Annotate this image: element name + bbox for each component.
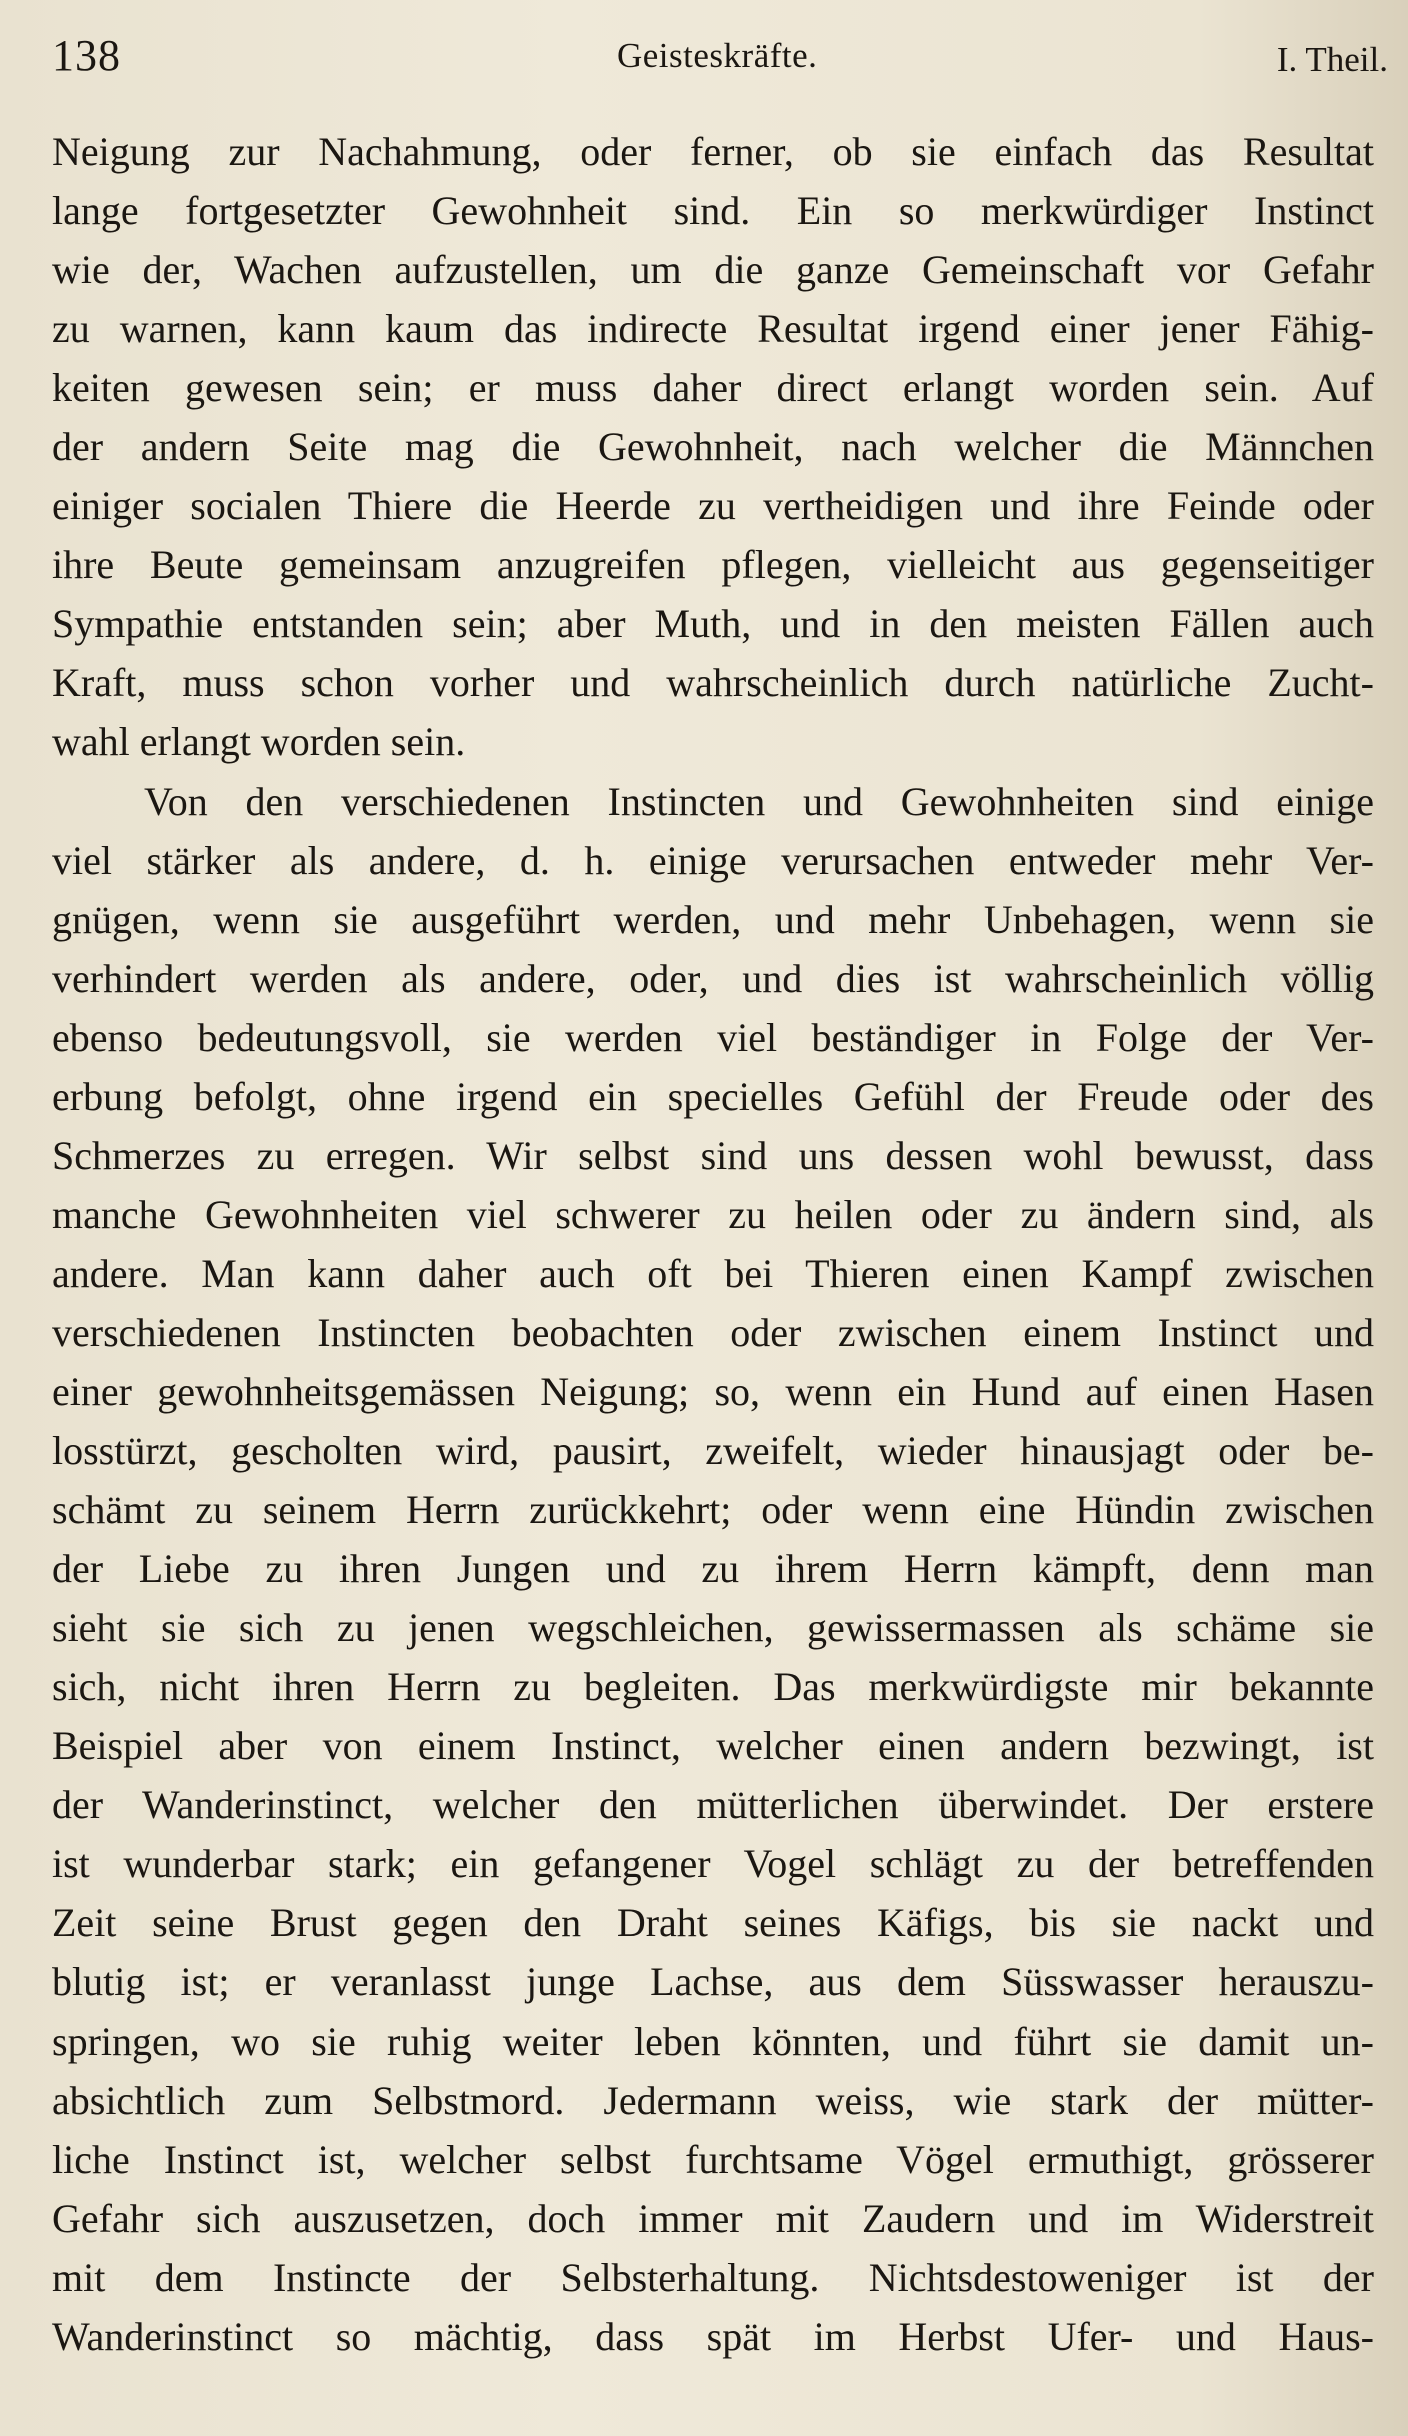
text-line: liche Instinct ist, welcher selbst furchtsame Vögel ermuthigt, grösserer bbox=[52, 2136, 1374, 2182]
text-line: wahl erlangt worden sein. bbox=[52, 719, 466, 765]
text-line: gnügen, wenn sie ausgeführt werden, und mehr Unbehagen, wenn sie bbox=[52, 896, 1374, 942]
page-number: 138 bbox=[52, 31, 121, 80]
text-line: absichtlich zum Selbstmord. Jedermann weiss, wie stark der mütter- bbox=[52, 2077, 1374, 2123]
text-line: Kraft, muss schon vorher und wahrscheinlich durch natürliche Zucht- bbox=[52, 660, 1374, 706]
text-line: Neigung zur Nachahmung, oder ferner, ob sie einfach das Resultat bbox=[52, 129, 1374, 174]
text-line: der Wanderinstinct, welcher den mütterlichen überwindet. Der erstere bbox=[52, 1782, 1374, 1828]
text-line: Schmerzes zu erregen. Wir selbst sind uns dessen wohl bewusst, dass bbox=[52, 1132, 1374, 1178]
text-line: Beispiel aber von einem Instinct, welcher einen andern bezwingt, ist bbox=[52, 1723, 1374, 1769]
text-line: Von den verschiedenen Instincten und Gewohnheiten sind einige bbox=[144, 778, 1374, 824]
text-line: ihre Beute gemeinsam anzugreifen pflegen, vielleicht aus gegenseitiger bbox=[52, 542, 1374, 588]
text-line: der Liebe zu ihren Jungen und zu ihrem Herrn kämpft, denn man bbox=[52, 1546, 1374, 1592]
text-line: Gefahr sich auszusetzen, doch immer mit Zaudern und im Widerstreit bbox=[52, 2195, 1374, 2241]
text-line: verschiedenen Instincten beobachten oder zwischen einem Instinct und bbox=[52, 1309, 1374, 1355]
text-line: springen, wo sie ruhig weiter leben könnten, und führt sie damit un- bbox=[52, 2018, 1374, 2064]
page-header bbox=[52, 30, 1388, 90]
text-line: einiger socialen Thiere die Heerde zu vertheidigen und ihre Feinde oder bbox=[52, 483, 1374, 529]
text-line: einer gewohnheitsgemässen Neigung; so, wenn ein Hund auf einen Hasen bbox=[52, 1368, 1374, 1414]
text-line: losstürzt, gescholten wird, pausirt, zweifelt, wieder hinausjagt oder be- bbox=[52, 1428, 1374, 1474]
text-line: manche Gewohnheiten viel schwerer zu heilen oder zu ändern sind, als bbox=[52, 1191, 1374, 1237]
text-line: Sympathie entstanden sein; aber Muth, und in den meisten Fällen auch bbox=[52, 601, 1374, 647]
text-line: Zeit seine Brust gegen den Draht seines Käfigs, bis sie nackt und bbox=[52, 1900, 1374, 1946]
text-line: keiten gewesen sein; er muss daher direct erlangt worden sein. Auf bbox=[52, 365, 1374, 411]
text-line: sich, nicht ihren Herrn zu begleiten. Das merkwürdigste mir bekannte bbox=[52, 1664, 1374, 1710]
text-line: zu warnen, kann kaum das indirecte Resultat irgend einer jener Fähig- bbox=[52, 306, 1374, 352]
text-line: blutig ist; er veranlasst junge Lachse, aus dem Süsswasser herauszu- bbox=[52, 1959, 1374, 2005]
text-line: verhindert werden als andere, oder, und dies ist wahrscheinlich völlig bbox=[52, 955, 1374, 1001]
text-line: sieht sie sich zu jenen wegschleichen, gewissermassen als schäme sie bbox=[52, 1605, 1374, 1651]
text-line: andere. Man kann daher auch oft bei Thieren einen Kampf zwischen bbox=[52, 1250, 1374, 1296]
text-line: mit dem Instincte der Selbsterhaltung. Nichtsdestoweniger ist der bbox=[52, 2254, 1374, 2300]
text-line: ist wunderbar stark; ein gefangener Vogel schlägt zu der betreffenden bbox=[52, 1841, 1374, 1887]
text-line: Wanderinstinct so mächtig, dass spät im Herbst Ufer- und Haus- bbox=[52, 2313, 1374, 2359]
text-line: erbung befolgt, ohne irgend ein specielles Gefühl der Freude oder des bbox=[52, 1073, 1374, 1119]
text-line: schämt zu seinem Herrn zurückkehrt; oder wenn eine Hündin zwischen bbox=[52, 1487, 1374, 1533]
text-line: der andern Seite mag die Gewohnheit, nach welcher die Männchen bbox=[52, 424, 1374, 470]
text-line: viel stärker als andere, d. h. einige verursachen entweder mehr Ver- bbox=[52, 837, 1374, 883]
running-title: Geisteskräfte. bbox=[617, 36, 818, 75]
body-text bbox=[52, 122, 1374, 2366]
text-line: lange fortgesetzter Gewohnheit sind. Ein so merkwürdiger Instinct bbox=[52, 188, 1374, 234]
section-label: I. Theil. bbox=[1276, 40, 1388, 79]
text-line: wie der, Wachen aufzustellen, um die ganze Gemeinschaft vor Gefahr bbox=[52, 247, 1374, 293]
text-line: ebenso bedeutungsvoll, sie werden viel beständiger in Folge der Ver- bbox=[52, 1014, 1374, 1060]
